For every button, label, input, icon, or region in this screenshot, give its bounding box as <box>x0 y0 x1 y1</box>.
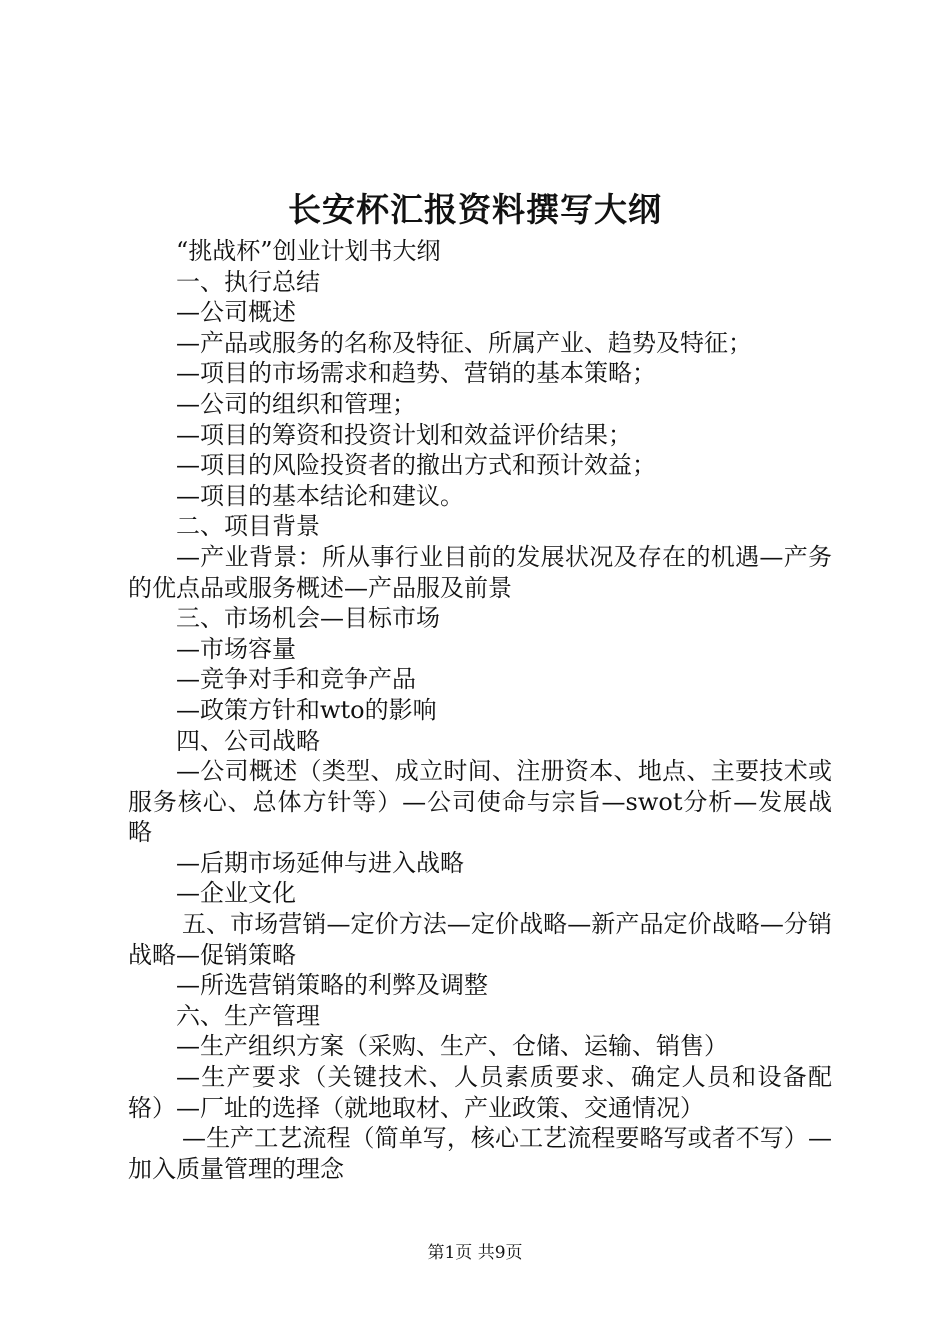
paragraph: 一、执行总结 <box>176 267 320 296</box>
paragraph: —项目的风险投资者的撤出方式和预计效益； <box>176 451 656 480</box>
paragraph: —政策方针和wto的影响 <box>176 695 437 724</box>
paragraph: 五、市场营销—定价方法—定价战略—新产品定价战略—分销战略—促销策略 <box>128 910 832 969</box>
paragraph: —项目的市场需求和趋势、营销的基本策略； <box>176 359 656 388</box>
paragraph: 六、生产管理 <box>176 1001 320 1030</box>
paragraph: —市场容量 <box>176 634 296 663</box>
paragraph: 三、市场机会—目标市场 <box>176 604 440 633</box>
paragraph: —公司概述 <box>176 298 296 327</box>
paragraph: —产品或服务的名称及特征、所属产业、趋势及特征； <box>176 328 752 357</box>
paragraph: —生产工艺流程（简单写，核心工艺流程要略写或者不写）—加入质量管理的理念 <box>128 1124 832 1183</box>
paragraph: —公司的组织和管理； <box>176 389 416 418</box>
document-body <box>128 236 832 1184</box>
paragraph: —公司概述（类型、成立时间、注册资本、地点、主要技术或服务核心、总体方针等）—公司使命与宗旨—swot分析—发展战略 <box>128 757 832 847</box>
paragraph: —竞争对手和竞争产品 <box>176 665 416 694</box>
paragraph: —生产要求（关键技术、人员素质要求、确定人员和设备配辂）—厂址的选择（就地取材、产业政策、交通情况） <box>128 1063 832 1122</box>
paragraph: —产业背景：所从事行业目前的发展状况及存在的机遇—产务的优点品或服务概述—产品服及前景 <box>128 542 832 602</box>
page-number: 第1页 共9页 <box>427 1243 523 1263</box>
paragraph: —所选营销策略的利弊及调整 <box>176 971 488 1000</box>
paragraph: “挑战杯”创业计划书大纲 <box>176 237 441 265</box>
paragraph: 二、项目背景 <box>176 512 320 541</box>
paragraph: 四、公司战略 <box>176 726 320 755</box>
paragraph: —项目的基本结论和建议。 <box>176 481 464 510</box>
paragraph: —后期市场延伸与进入战略 <box>176 848 464 877</box>
paragraph: —生产组织方案（采购、生产、仓储、运输、销售） <box>176 1032 728 1061</box>
paragraph: —项目的筹资和投资计划和效益评价结果； <box>176 420 632 449</box>
document-title: 长安杯汇报资料撰写大纲 <box>288 190 662 229</box>
paragraph: —企业文化 <box>176 879 296 908</box>
